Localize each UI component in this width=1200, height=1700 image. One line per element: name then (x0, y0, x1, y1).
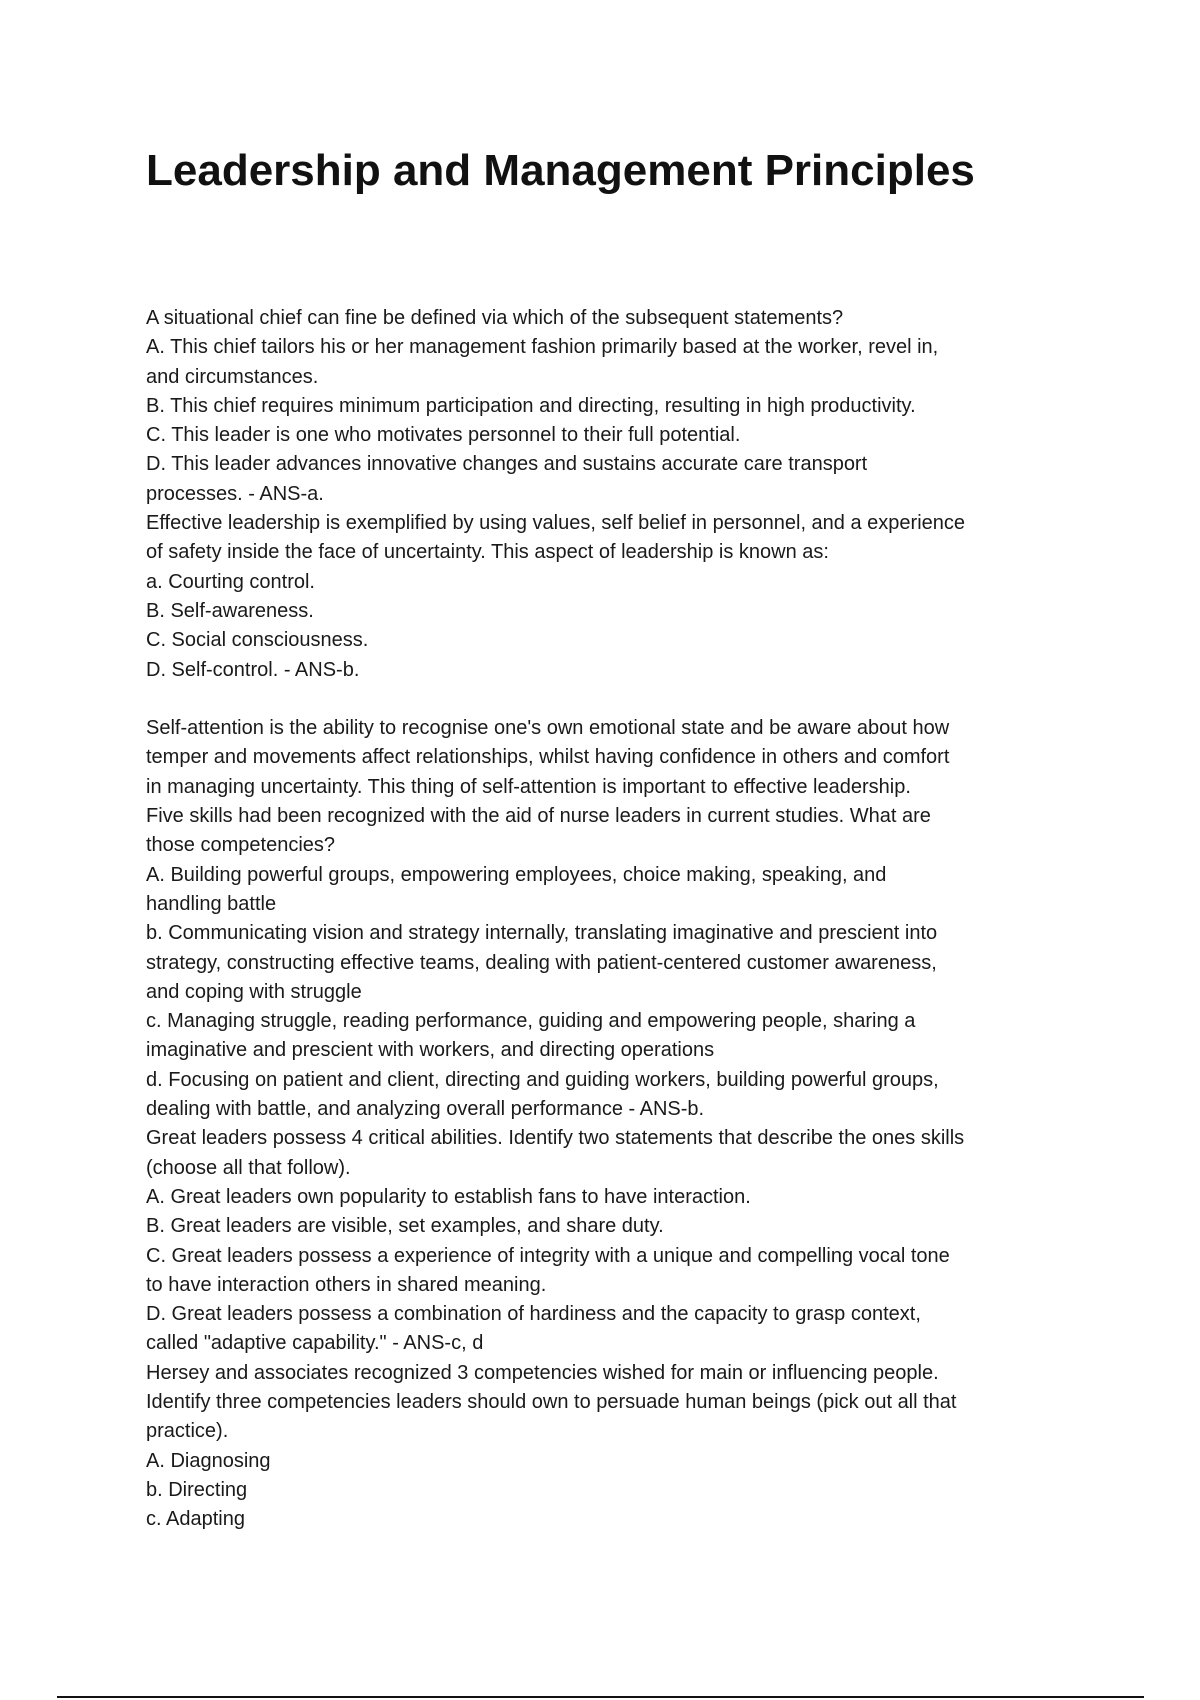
text-line: c. Adapting (146, 1508, 245, 1531)
text-line: D. This leader advances innovative changes and sustains accurate care transport (146, 453, 868, 476)
text-line: C. Great leaders possess a experience of integrity with a unique and compelling vocal tone (146, 1244, 950, 1267)
text-line: practice). (146, 1420, 229, 1443)
text-line: A situational chief can fine be defined via which of the subsequent statements? (146, 307, 844, 329)
text-line: strategy, constructing effective teams, dealing with patient-centered customer awareness, (146, 951, 937, 974)
footer-rule (57, 1696, 1144, 1698)
text-line: B. Great leaders are visible, set examples, and share duty. (146, 1215, 664, 1238)
text-line: and coping with struggle (146, 980, 362, 1003)
text-line: handling battle (146, 892, 277, 915)
text-line: b. Directing (146, 1478, 248, 1501)
text-line: A. This chief tailors his or her management fashion primarily based at the worker, revel in, (146, 336, 939, 359)
text-line: in managing uncertainty. This thing of self-attention is important to effective leadership. (146, 775, 911, 798)
text-line: B. Self-awareness. (146, 599, 314, 622)
text-line: C. This leader is one who motivates personnel to their full potential. (146, 424, 741, 447)
text-line: B. This chief requires minimum participation and directing, resulting in high productivity. (146, 394, 916, 417)
text-line: to have interaction others in shared meaning. (146, 1273, 547, 1296)
text-line: a. Courting control. (146, 570, 315, 593)
text-line: Five skills had been recognized with the aid of nurse leaders in current studies. What are (146, 805, 931, 828)
text-line: called "adaptive capability." - ANS-c, d (146, 1332, 484, 1355)
text-line: D. Self-control. - ANS-b. (146, 658, 360, 681)
paragraph-gap (146, 685, 1076, 714)
document-body (146, 304, 1076, 1534)
text-line: processes. - ANS-a. (146, 482, 324, 505)
text-line: A. Diagnosing (146, 1449, 271, 1472)
text-line: Self-attention is the ability to recognise one's own emotional state and be aware about how (146, 717, 950, 740)
text-line: c. Managing struggle, reading performance, guiding and empowering people, sharing a (146, 1010, 916, 1033)
text-line: dealing with battle, and analyzing overall performance - ANS-b. (146, 1098, 705, 1121)
text-line: A. Great leaders own popularity to establish fans to have interaction. (146, 1185, 751, 1208)
text-line: Identify three competencies leaders should own to persuade human beings (pick out all that (146, 1390, 957, 1413)
text-line: (choose all that follow). (146, 1156, 351, 1179)
text-line: Great leaders possess 4 critical abilities. Identify two statements that describe the ones skills (146, 1127, 965, 1150)
text-line: temper and movements affect relationships, whilst having confidence in others and comfort (146, 746, 950, 769)
text-block (146, 714, 1076, 1534)
text-line: those competencies? (146, 834, 336, 857)
text-line: Hersey and associates recognized 3 competencies wished for main or influencing people. (146, 1361, 939, 1384)
text-block (146, 304, 1076, 685)
text-line: imaginative and prescient with workers, and directing operations (146, 1039, 715, 1062)
text-line: and circumstances. (146, 365, 319, 388)
text-line: d. Focusing on patient and client, directing and guiding workers, building powerful groups, (146, 1068, 939, 1091)
text-line: A. Building powerful groups, empowering employees, choice making, speaking, and (146, 863, 887, 886)
text-line: Effective leadership is exemplified by using values, self belief in personnel, and a experience (146, 512, 966, 535)
text-line: D. Great leaders possess a combination of hardiness and the capacity to grasp context, (146, 1303, 921, 1326)
text-line: of safety inside the face of uncertainty. This aspect of leadership is known as: (146, 541, 829, 564)
text-line: C. Social consciousness. (146, 629, 369, 652)
text-line: b. Communicating vision and strategy internally, translating imaginative and prescient into (146, 922, 938, 945)
page-title: Leadership and Management Principles (146, 146, 975, 195)
